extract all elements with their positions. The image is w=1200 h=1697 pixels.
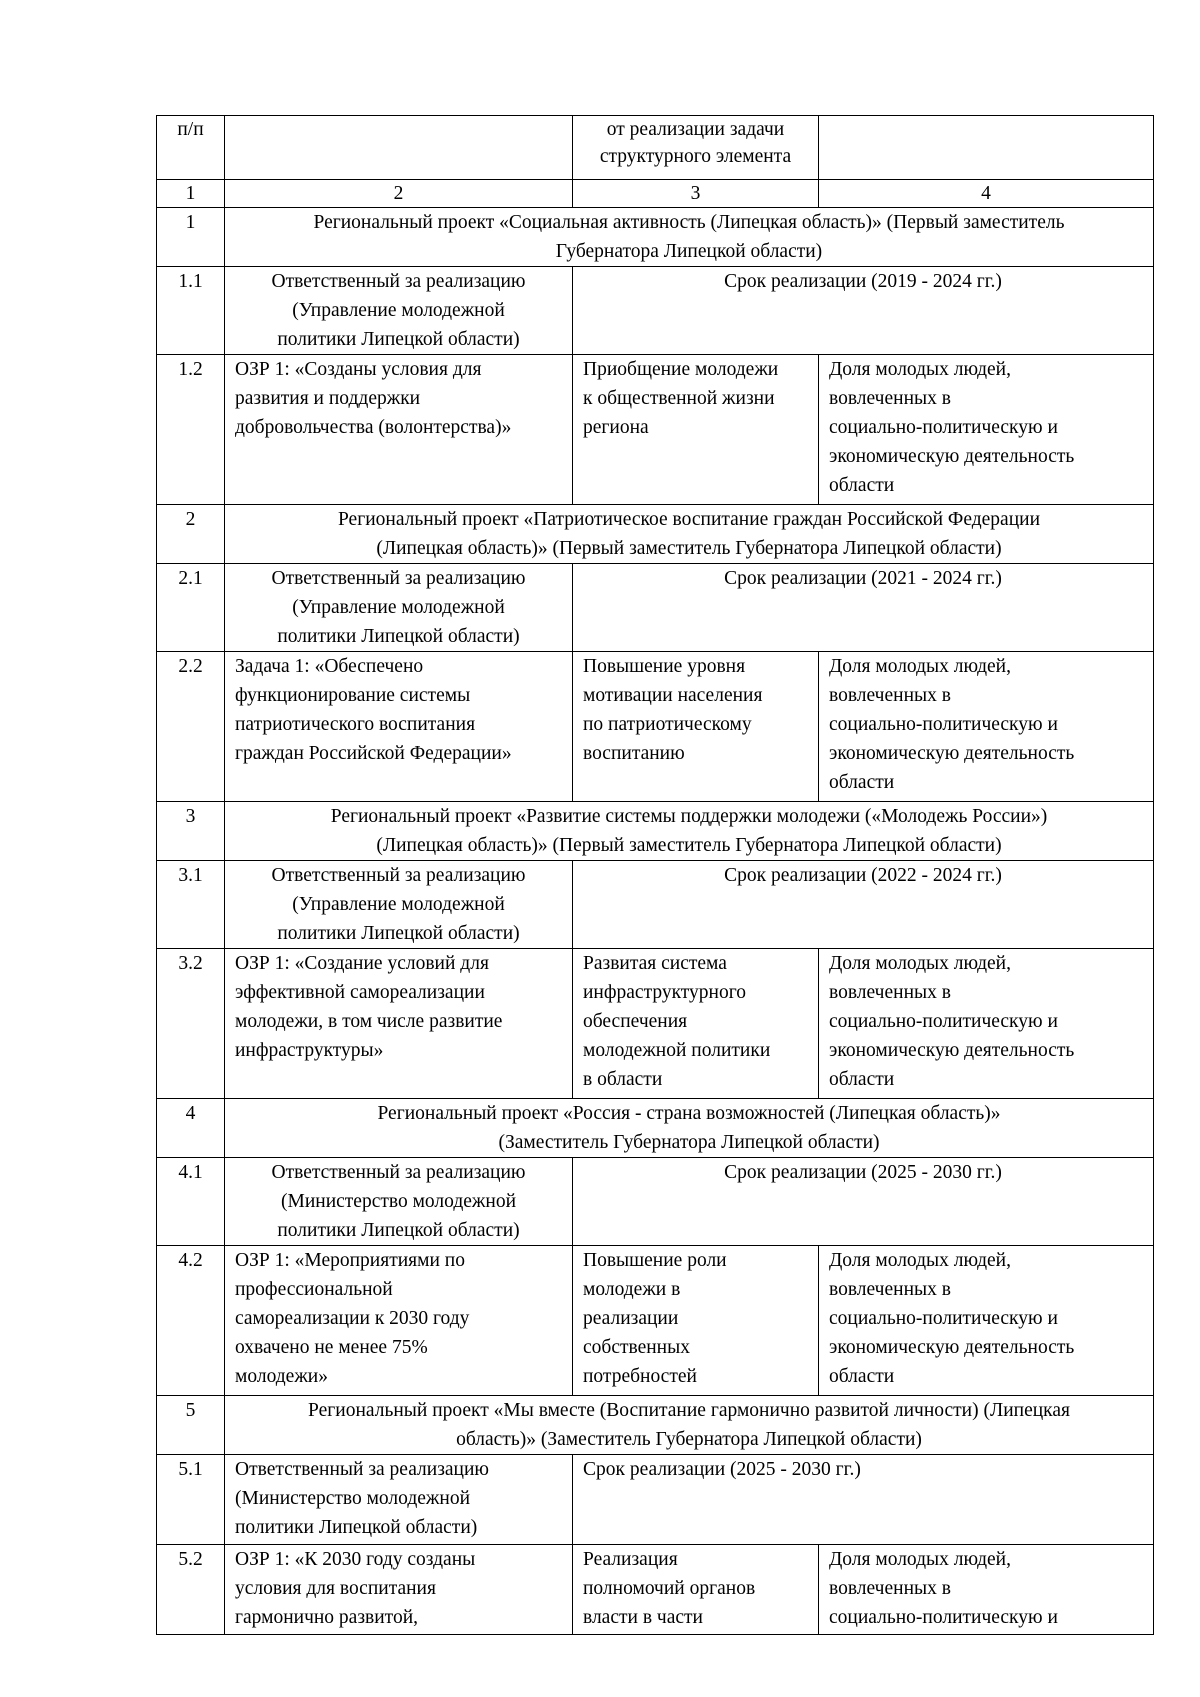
indicator-line: области (829, 772, 895, 793)
effect-cell (573, 355, 819, 505)
effect-line: молодежной политики (583, 1040, 771, 1061)
section-title-line: Губернатора Липецкой области) (555, 241, 823, 262)
effect-line: воспитанию (583, 743, 685, 764)
effect-line: региона (583, 417, 649, 438)
responsible-cell (225, 1455, 573, 1545)
row-number: 3.1 (157, 861, 225, 949)
effect-line: молодежи в (583, 1279, 681, 1300)
section-title-row (157, 505, 1154, 564)
indicator-cell (819, 1545, 1154, 1635)
header-col2 (225, 116, 573, 180)
effect-cell (573, 1246, 819, 1396)
period-cell: Срок реализации (2021 - 2024 гг.) (573, 564, 1154, 652)
responsible-row (157, 1455, 1154, 1545)
task-cell (225, 355, 573, 505)
effect-line: Развитая система (583, 953, 727, 974)
section-title (225, 1099, 1154, 1158)
period-cell: Срок реализации (2025 - 2030 гг.) (573, 1455, 1154, 1545)
task-cell (225, 949, 573, 1099)
effect-line: в области (583, 1069, 663, 1090)
task-line: ОЗР 1: «Создание условий для (235, 953, 489, 974)
header-col3-line: от реализации задачи (606, 119, 785, 140)
row-number: 4.2 (157, 1246, 225, 1396)
responsible-line: Ответственный за реализацию (271, 865, 526, 886)
effect-line: Повышение уровня (583, 656, 746, 677)
task-line: ОЗР 1: «Мероприятиями по (235, 1250, 465, 1271)
task-line: молодежи» (235, 1366, 328, 1387)
header-col3 (573, 116, 819, 180)
effect-line: обеспечения (583, 1011, 688, 1032)
indicator-line: Доля молодых людей, (829, 656, 1011, 677)
task-line: граждан Российской Федерации» (235, 743, 512, 764)
row-number: 1.1 (157, 267, 225, 355)
effect-line: Приобщение молодежи (583, 359, 779, 380)
indicator-line: экономическую деятельность (829, 1337, 1075, 1358)
task-line: добровольчества (волонтерства)» (235, 417, 512, 438)
task-cell (225, 652, 573, 802)
section-title-line: Региональный проект «Патриотическое воспитание граждан Российской Федерации (337, 509, 1041, 530)
section-title-line: Региональный проект «Мы вместе (Воспитание гармонично развитой личности) (Липецкая (308, 1400, 1070, 1421)
indicator-cell (819, 355, 1154, 505)
task-line: условия для воспитания (235, 1578, 436, 1599)
row-number: 4.1 (157, 1158, 225, 1246)
responsible-line: (Управление молодежной (292, 300, 505, 321)
header-col4 (819, 116, 1154, 180)
task-line: патриотического воспитания (235, 714, 476, 735)
section-title-line: Региональный проект «Развитие системы поддержки молодежи («Молодежь России») (330, 806, 1048, 827)
effect-line: Реализация (583, 1549, 678, 1570)
column-number-row (157, 180, 1154, 208)
row-number: 2 (157, 505, 225, 564)
indicator-line: области (829, 475, 895, 496)
row-number: 5 (157, 1396, 225, 1455)
section-title (225, 802, 1154, 861)
indicator-line: социально-политическую и (829, 1607, 1058, 1628)
effect-line: мотивации населения (583, 685, 763, 706)
task-line: функционирование системы (235, 685, 471, 706)
section-title-row (157, 802, 1154, 861)
task-line: самореализации к 2030 году (235, 1308, 470, 1329)
table-body (157, 116, 1154, 1635)
responsible-line: Ответственный за реализацию (271, 271, 526, 292)
section-title (225, 505, 1154, 564)
row-number: 1 (157, 208, 225, 267)
period-cell: Срок реализации (2025 - 2030 гг.) (573, 1158, 1154, 1246)
task-line: профессиональной (235, 1279, 393, 1300)
period-cell: Срок реализации (2019 - 2024 гг.) (573, 267, 1154, 355)
indicator-line: Доля молодых людей, (829, 359, 1011, 380)
responsible-line: политики Липецкой области) (277, 923, 520, 944)
effect-line: Повышение роли (583, 1250, 727, 1271)
effect-cell (573, 949, 819, 1099)
task-row (157, 949, 1154, 1099)
effect-cell (573, 1545, 819, 1635)
header-row (157, 116, 1154, 180)
indicator-line: Доля молодых людей, (829, 1250, 1011, 1271)
section-title-line: (Липецкая область)» (Первый заместитель Губернатора Липецкой области) (376, 538, 1002, 559)
responsible-row (157, 1158, 1154, 1246)
effect-line: по патриотическому (583, 714, 752, 735)
responsible-line: (Управление молодежной (292, 894, 505, 915)
indicator-line: вовлеченных в (829, 982, 951, 1003)
task-cell (225, 1246, 573, 1396)
indicator-line: экономическую деятельность (829, 1040, 1075, 1061)
section-title (225, 1396, 1154, 1455)
indicator-line: Доля молодых людей, (829, 953, 1011, 974)
column-number: 2 (225, 180, 573, 208)
indicator-line: экономическую деятельность (829, 743, 1075, 764)
indicator-line: вовлеченных в (829, 388, 951, 409)
indicator-line: вовлеченных в (829, 1578, 951, 1599)
effect-line: потребностей (583, 1366, 697, 1387)
section-title-line: область)» (Заместитель Губернатора Липецкой области) (456, 1429, 922, 1450)
task-line: гармонично развитой, (235, 1607, 419, 1628)
responsible-line: (Управление молодежной (292, 597, 505, 618)
header-col3-line: структурного элемента (599, 146, 792, 167)
indicator-line: социально-политическую и (829, 714, 1058, 735)
section-title (225, 208, 1154, 267)
indicator-line: области (829, 1366, 895, 1387)
task-row (157, 355, 1154, 505)
row-number: 1.2 (157, 355, 225, 505)
row-number: 2.2 (157, 652, 225, 802)
effect-line: полномочий органов (583, 1578, 756, 1599)
responsible-cell (225, 1158, 573, 1246)
row-number: 3.2 (157, 949, 225, 1099)
responsible-line: (Министерство молодежной (280, 1191, 517, 1212)
indicator-line: Доля молодых людей, (829, 1549, 1011, 1570)
effect-line: инфраструктурного (583, 982, 746, 1003)
column-number: 3 (573, 180, 819, 208)
task-row (157, 652, 1154, 802)
effect-line: собственных (583, 1337, 690, 1358)
responsible-line: Ответственный за реализацию (271, 568, 526, 589)
task-line: ОЗР 1: «Созданы условия для (235, 359, 482, 380)
section-title-line: (Заместитель Губернатора Липецкой области) (498, 1132, 880, 1153)
responsible-row (157, 267, 1154, 355)
indicator-line: социально-политическую и (829, 417, 1058, 438)
responsible-line: Ответственный за реализацию (235, 1459, 489, 1480)
indicator-line: вовлеченных в (829, 685, 951, 706)
indicator-line: социально-политическую и (829, 1011, 1058, 1032)
row-number: 2.1 (157, 564, 225, 652)
indicator-cell (819, 949, 1154, 1099)
task-row (157, 1545, 1154, 1635)
indicator-line: экономическую деятельность (829, 446, 1075, 467)
task-line: эффективной самореализации (235, 982, 485, 1003)
document-table (156, 115, 1154, 1635)
responsible-line: Ответственный за реализацию (271, 1162, 526, 1183)
indicator-cell (819, 1246, 1154, 1396)
section-title-line: Региональный проект «Россия - страна возможностей (Липецкая область)» (377, 1103, 1001, 1124)
responsible-line: политики Липецкой области) (277, 626, 520, 647)
row-number: 5.2 (157, 1545, 225, 1635)
section-title-row (157, 208, 1154, 267)
responsible-cell (225, 861, 573, 949)
effect-line: власти в части (583, 1607, 703, 1628)
indicator-cell (819, 652, 1154, 802)
task-row (157, 1246, 1154, 1396)
section-title-row (157, 1099, 1154, 1158)
task-line: охвачено не менее 75% (235, 1337, 428, 1358)
row-number: 5.1 (157, 1455, 225, 1545)
responsible-row (157, 564, 1154, 652)
effect-cell (573, 652, 819, 802)
section-title-line: (Липецкая область)» (Первый заместитель Губернатора Липецкой области) (376, 835, 1002, 856)
column-number: 4 (819, 180, 1154, 208)
section-title-row (157, 1396, 1154, 1455)
responsible-line: политики Липецкой области) (277, 329, 520, 350)
task-cell (225, 1545, 573, 1635)
column-number: 1 (157, 180, 225, 208)
responsible-line: политики Липецкой области) (235, 1517, 478, 1538)
responsible-cell (225, 564, 573, 652)
period-cell: Срок реализации (2022 - 2024 гг.) (573, 861, 1154, 949)
task-line: Задача 1: «Обеспечено (235, 656, 424, 677)
responsible-line: политики Липецкой области) (277, 1220, 520, 1241)
task-line: инфраструктуры» (235, 1040, 384, 1061)
effect-line: к общественной жизни (583, 388, 775, 409)
task-line: развития и поддержки (235, 388, 421, 409)
responsible-line: (Министерство молодежной (235, 1488, 471, 1509)
indicator-line: вовлеченных в (829, 1279, 951, 1300)
row-number: 3 (157, 802, 225, 861)
header-col1: п/п (157, 116, 225, 180)
section-title-line: Региональный проект «Социальная активность (Липецкая область)» (Первый заместитель (313, 212, 1065, 233)
indicator-line: социально-политическую и (829, 1308, 1058, 1329)
indicator-line: области (829, 1069, 895, 1090)
row-number: 4 (157, 1099, 225, 1158)
task-line: молодежи, в том числе развитие (235, 1011, 503, 1032)
effect-line: реализации (583, 1308, 679, 1329)
responsible-cell (225, 267, 573, 355)
task-line: ОЗР 1: «К 2030 году созданы (235, 1549, 476, 1570)
responsible-row (157, 861, 1154, 949)
